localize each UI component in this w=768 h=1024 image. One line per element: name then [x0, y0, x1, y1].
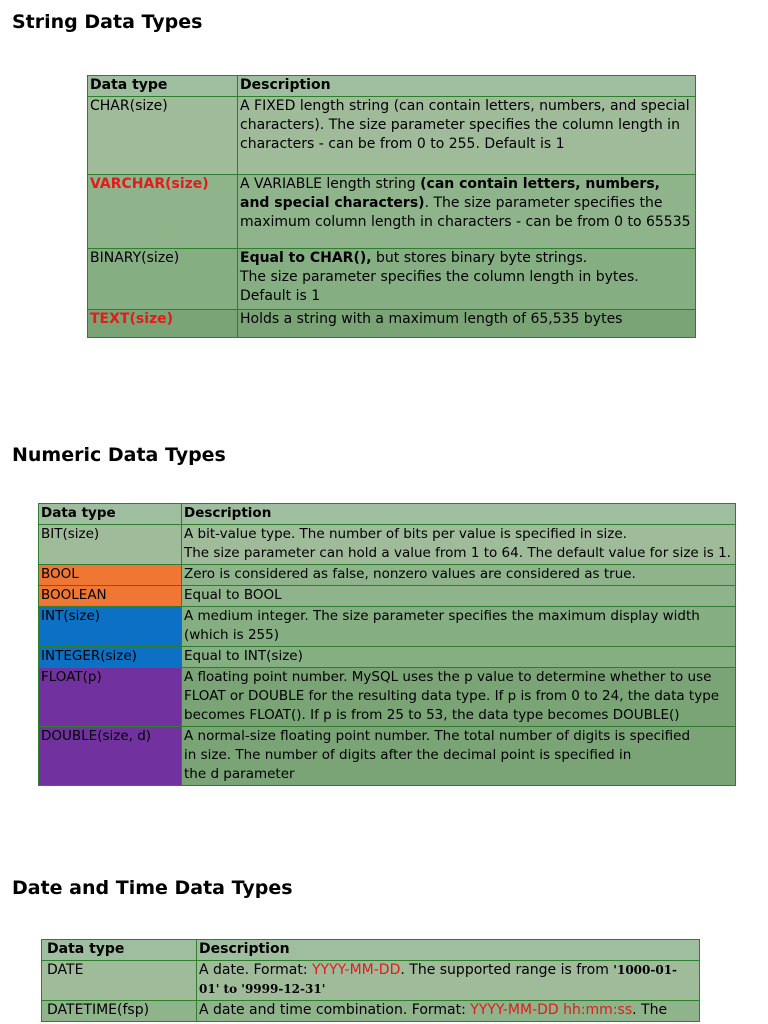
desc-text: A VARIABLE length string: [240, 176, 421, 192]
table-row: [39, 565, 736, 586]
desc-text: A normal-size floating point number. The total number of digits is specified: [184, 728, 691, 744]
desc-cell: Equal to INT(size): [182, 647, 736, 668]
desc-text: The size parameter specifies the column length in bytes. Default is 1: [240, 269, 639, 304]
type-cell: DATE: [42, 961, 197, 1001]
string-section-title: String Data Types: [12, 11, 203, 33]
desc-cell: [182, 727, 736, 786]
table-row: [39, 586, 736, 607]
type-cell: BOOL: [39, 565, 182, 586]
date-format-text: YYYY-MM-DD: [312, 962, 401, 978]
datetime-types-table: [41, 939, 700, 1022]
desc-text: the d parameter: [184, 766, 295, 782]
col-header-type: Data type: [88, 76, 238, 97]
table-row: [88, 249, 696, 310]
numeric-section-title: Numeric Data Types: [12, 444, 226, 466]
desc-cell: [238, 175, 696, 249]
desc-text: A date and time combination. Format:: [199, 1002, 471, 1018]
type-cell: VARCHAR(size): [88, 175, 238, 249]
desc-cell: A floating point number. MySQL uses the p value to determine whether to use FLOAT or DOUBLE for the resulting data type. If p is from 0 to 24, the data type becomes FLOAT(). If p is from 25 to 53, the data type becomes DOUBLE(): [182, 668, 736, 727]
desc-text: but stores binary byte strings.: [371, 250, 588, 266]
type-cell: TEXT(size): [88, 310, 238, 338]
col-header-type: Data type: [42, 940, 197, 961]
table-row: [42, 961, 700, 1001]
col-header-desc: Description: [238, 76, 696, 97]
desc-text: in size. The number of digits after the decimal point is specified in: [184, 747, 632, 763]
table-row: [39, 525, 736, 565]
col-header-desc: Description: [182, 504, 736, 525]
col-header-desc: Description: [197, 940, 700, 961]
numeric-types-table: [38, 503, 736, 786]
desc-bold-text: Equal to CHAR(),: [240, 250, 372, 266]
table-row: [39, 647, 736, 668]
table-header-row: [39, 504, 736, 525]
table-row: [88, 175, 696, 249]
date-range-text: '1000-01-01' to '9999-12-31': [199, 963, 678, 996]
type-cell: INT(size): [39, 607, 182, 647]
type-cell: BIT(size): [39, 525, 182, 565]
desc-text: . The supported range is from: [400, 962, 614, 978]
table-row: [39, 727, 736, 786]
type-cell: DOUBLE(size, d): [39, 727, 182, 786]
type-cell: BOOLEAN: [39, 586, 182, 607]
desc-text: . The: [632, 1002, 668, 1018]
desc-cell: A FIXED length string (can contain letters, numbers, and special characters). The size parameter specifies the column length in characters - can be from 0 to 255. Default is 1: [238, 97, 696, 175]
type-cell: CHAR(size): [88, 97, 238, 175]
col-header-type: Data type: [39, 504, 182, 525]
desc-text: The size parameter can hold a value from 1 to 64. The default value for size is 1.: [184, 545, 731, 561]
datetime-section-title: Date and Time Data Types: [12, 877, 293, 899]
desc-cell: Holds a string with a maximum length of 65,535 bytes: [238, 310, 696, 338]
desc-cell: [182, 525, 736, 565]
type-cell: FLOAT(p): [39, 668, 182, 727]
type-cell: BINARY(size): [88, 249, 238, 310]
datetime-format-text: YYYY-MM-DD hh:mm:ss: [470, 1002, 633, 1018]
table-row: [39, 668, 736, 727]
string-types-table: [87, 75, 696, 338]
desc-cell: A medium integer. The size parameter specifies the maximum display width (which is 255): [182, 607, 736, 647]
desc-cell: Zero is considered as false, nonzero values are considered as true.: [182, 565, 736, 586]
type-cell: DATETIME(fsp): [42, 1001, 197, 1022]
table-header-row: [42, 940, 700, 961]
desc-cell: [238, 249, 696, 310]
table-row: [88, 97, 696, 175]
desc-text: A bit-value type. The number of bits per value is specified in size.: [184, 526, 627, 542]
table-header-row: [88, 76, 696, 97]
desc-bold-text: (can contain letters, numbers, and special characters): [240, 176, 660, 211]
desc-cell: [197, 1001, 700, 1022]
desc-text: A date. Format:: [199, 962, 312, 978]
type-cell: INTEGER(size): [39, 647, 182, 668]
desc-cell: [197, 961, 700, 1001]
desc-cell: Equal to BOOL: [182, 586, 736, 607]
table-row: [42, 1001, 700, 1022]
table-row: [88, 310, 696, 338]
table-row: [39, 607, 736, 647]
desc-text: . The size parameter specifies the maximum column length in characters - can be from 0 to 65535: [240, 195, 691, 230]
